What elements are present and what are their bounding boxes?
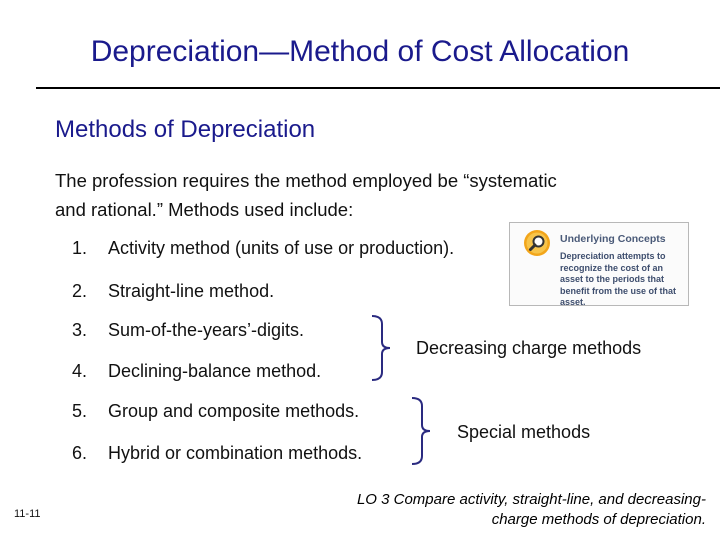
list-text: Activity method (units of use or production). bbox=[108, 238, 455, 258]
underlying-concepts-callout bbox=[509, 222, 689, 306]
title-divider bbox=[36, 87, 720, 89]
callout-heading: Underlying Concepts bbox=[560, 233, 666, 245]
list-number: 4. bbox=[72, 361, 88, 381]
callout-text: Depreciation attempts to recognize the cost of an asset to the periods that benefit from the use of that asset. bbox=[560, 251, 677, 307]
slide-title: Depreciation—Method of Cost Allocation bbox=[90, 35, 630, 68]
list-item bbox=[72, 236, 454, 260]
lo-line-2: charge methods of depreciation. bbox=[491, 511, 706, 528]
list-number: 2. bbox=[72, 281, 88, 301]
list-text: Hybrid or combination methods. bbox=[108, 443, 363, 463]
list-text: Group and composite methods. bbox=[108, 401, 360, 421]
list-text: Straight-line method. bbox=[108, 281, 275, 301]
slide-number: 11-11 bbox=[14, 508, 41, 520]
lo-line-1: LO 3 Compare activity, straight-line, and decreasing- bbox=[356, 491, 706, 508]
list-item bbox=[72, 399, 359, 423]
list-text: Declining-balance method. bbox=[108, 361, 322, 381]
list-item bbox=[72, 441, 362, 465]
list-item bbox=[72, 279, 274, 303]
special-brace bbox=[410, 396, 432, 466]
magnifier-icon bbox=[523, 229, 551, 257]
intro-line-1: The profession requires the method employed be “systematic bbox=[55, 170, 557, 191]
section-heading: Methods of Depreciation bbox=[55, 116, 316, 143]
list-number: 3. bbox=[72, 320, 88, 340]
special-methods-label: Special methods bbox=[457, 422, 591, 442]
list-number: 5. bbox=[72, 401, 88, 421]
list-item bbox=[72, 359, 321, 383]
list-number: 6. bbox=[72, 443, 88, 463]
decreasing-charge-label: Decreasing charge methods bbox=[416, 338, 642, 358]
intro-paragraph bbox=[55, 166, 655, 224]
learning-objective bbox=[357, 490, 706, 530]
list-item bbox=[72, 318, 304, 342]
list-number: 1. bbox=[72, 238, 88, 258]
intro-line-2: and rational.” Methods used include: bbox=[55, 199, 354, 220]
list-text: Sum-of-the-years’-digits. bbox=[108, 320, 305, 340]
decreasing-brace bbox=[370, 314, 392, 382]
